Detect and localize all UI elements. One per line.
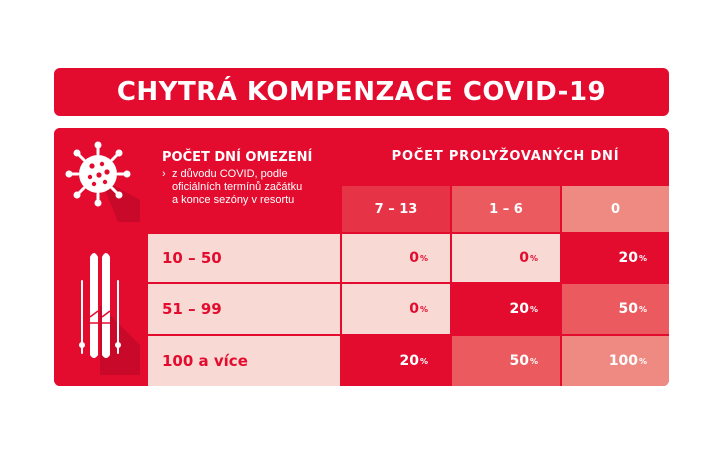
percent-sign: % (529, 253, 538, 263)
value-number: 0 (409, 301, 419, 317)
skis-icon (60, 245, 140, 375)
compensation-value (342, 284, 450, 334)
percent-sign: % (529, 304, 538, 314)
skied-days-header: POČET PROLYŽOVANÝCH DNÍ (342, 128, 669, 184)
column-head: 0 (562, 186, 669, 232)
restriction-days-header (148, 128, 340, 232)
compensation-value (342, 336, 450, 386)
compensation-value (452, 336, 560, 386)
virus-icon-cell (54, 128, 146, 232)
restriction-days-title: POČET DNÍ OMEZENÍ (162, 150, 313, 165)
percent-sign: % (638, 304, 647, 314)
column-head: 1 – 6 (452, 186, 560, 232)
value-number: 20 (509, 301, 529, 317)
percent-sign: % (419, 304, 428, 314)
compensation-value (562, 284, 669, 334)
row-label: 51 – 99 (148, 284, 340, 334)
column-head: 7 – 13 (342, 186, 450, 232)
percent-sign: % (529, 356, 538, 366)
value-number: 20 (399, 353, 419, 369)
compensation-value (562, 234, 669, 282)
value-number: 0 (409, 250, 419, 266)
skis-icon-cell (54, 234, 146, 386)
percent-sign: % (638, 356, 647, 366)
restriction-days-sub-line: oficiálních termínů začátku (172, 181, 303, 193)
compensation-value (452, 284, 560, 334)
restriction-days-sub-line: z důvodu COVID, podle (172, 168, 288, 180)
chevron-right-icon: › (162, 168, 166, 180)
compensation-value (342, 234, 450, 282)
page-title: CHYTRÁ KOMPENZACE COVID-19 (116, 77, 607, 107)
row-label: 10 – 50 (148, 234, 340, 282)
percent-sign: % (419, 253, 428, 263)
value-number: 20 (618, 250, 638, 266)
compensation-value (452, 234, 560, 282)
value-number: 50 (618, 301, 638, 317)
value-number: 50 (509, 353, 529, 369)
title-bar (54, 68, 669, 116)
value-number: 0 (519, 250, 529, 266)
row-label: 100 a více (148, 336, 340, 386)
virus-icon (60, 138, 140, 222)
percent-sign: % (419, 356, 428, 366)
compensation-table (54, 128, 669, 386)
value-number: 100 (608, 353, 638, 369)
restriction-days-sub-line: a konce sezóny v resortu (172, 194, 295, 206)
compensation-value (562, 336, 669, 386)
percent-sign: % (638, 253, 647, 263)
restriction-days-subtitle (162, 168, 330, 207)
